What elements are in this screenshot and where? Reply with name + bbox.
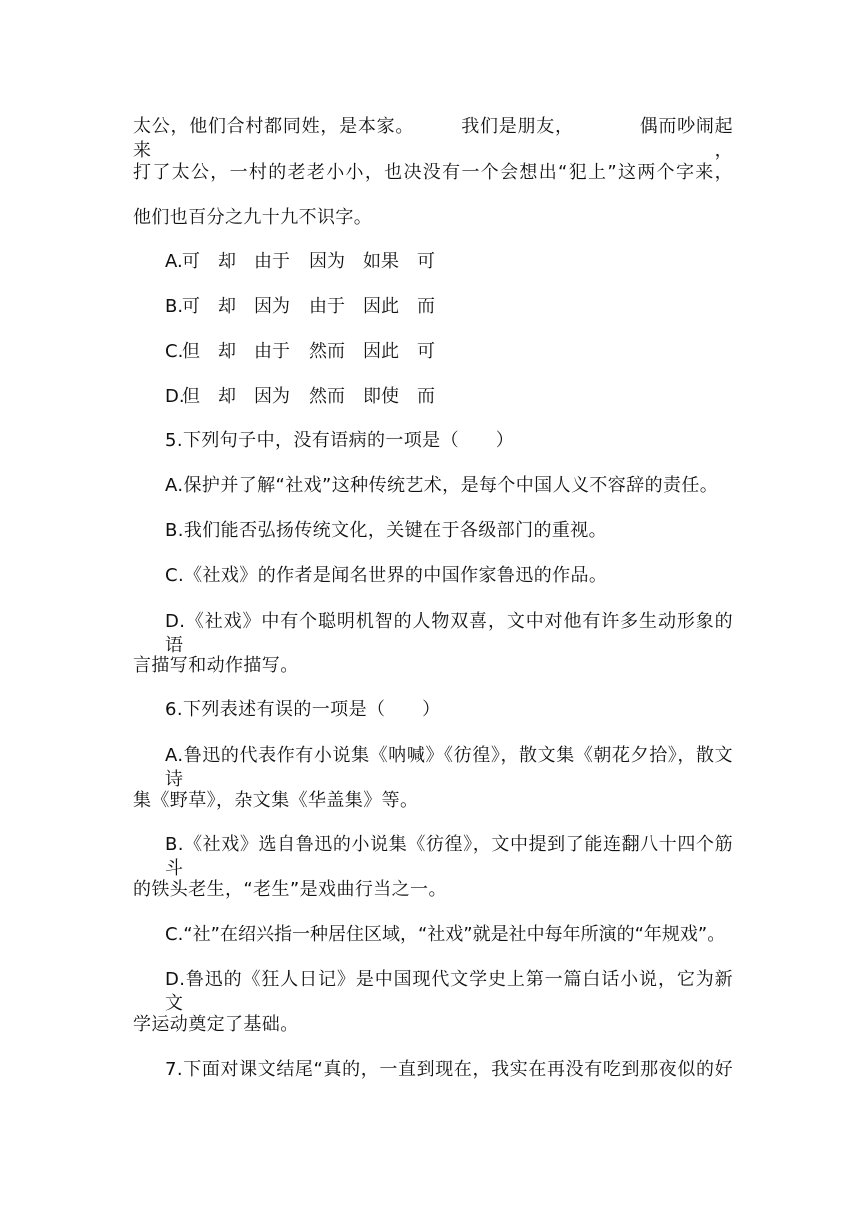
option-word: 可 xyxy=(182,296,200,317)
option-letter: A. xyxy=(165,251,183,272)
option-word: 如果 xyxy=(363,251,399,272)
q6-option-d-line-2: 学运动奠定了基础。 xyxy=(133,1014,299,1035)
option-word: 却 xyxy=(218,296,236,317)
q7-stem: 7.下面对课文结尾“真的，一直到现在，我实在再没有吃到那夜似的好 xyxy=(165,1059,733,1080)
passage-line-1: 太公，他们合村都同姓，是本家。 我们是朋友， 偶而吵闹起来， xyxy=(133,116,733,161)
option-word: 可 xyxy=(417,341,435,362)
q5-option-d-line-2: 言描写和动作描写。 xyxy=(133,655,299,676)
q6-option-b-line-2: 的铁头老生，“老生”是戏曲行当之一。 xyxy=(133,879,447,900)
q6-option-a-line-1: A.鲁迅的代表作有小说集《呐喊》《彷徨》，散文集《朝花夕拾》，散文诗 xyxy=(165,745,733,790)
option-word: 即使 xyxy=(363,386,399,407)
option-word: 因为 xyxy=(309,251,345,272)
option-word: 可 xyxy=(417,251,435,272)
passage-line-3: 他们也百分之九十九不识字。 xyxy=(133,207,373,228)
option-word: 却 xyxy=(218,341,236,362)
option-word: 却 xyxy=(218,251,236,272)
option-word: 但 xyxy=(182,386,200,407)
option-letter: C. xyxy=(165,341,184,362)
option-word: 然而 xyxy=(309,341,345,362)
q5-option-b: B.我们能否弘扬传统文化，关键在于各级部门的重视。 xyxy=(165,520,608,541)
option-word: 但 xyxy=(182,341,200,362)
option-letter: D. xyxy=(165,386,185,407)
option-word: 却 xyxy=(218,386,236,407)
q5-stem: 5.下列句子中，没有语病的一项是（ ） xyxy=(165,430,515,451)
q6-option-c: C.“社”在绍兴指一种居住区域，“社戏”就是社中每年所演的“年规戏”。 xyxy=(165,924,726,945)
option-word: 而 xyxy=(417,386,435,407)
q6-option-a-line-2: 集《野草》，杂文集《华盖集》等。 xyxy=(133,790,419,811)
option-word: 因为 xyxy=(254,296,290,317)
q5-option-d-line-1: D.《社戏》中有个聪明机智的人物双喜，文中对他有许多生动形象的语 xyxy=(165,611,733,656)
q6-stem: 6.下列表述有误的一项是（ ） xyxy=(165,699,441,720)
option-word: 因此 xyxy=(363,341,399,362)
option-word: 由于 xyxy=(309,296,345,317)
option-word: 由于 xyxy=(254,341,290,362)
option-word: 因此 xyxy=(363,296,399,317)
q6-option-b-line-1: B.《社戏》选自鲁迅的小说集《彷徨》，文中提到了能连翻八十四个筋斗 xyxy=(165,834,733,879)
passage-line-2: 打了太公，一村的老老小小，也决没有一个会想出“犯上”这两个字来， xyxy=(133,162,733,183)
q6-option-d-line-1: D.鲁迅的《狂人日记》是中国现代文学史上第一篇白话小说，它为新文 xyxy=(165,969,733,1014)
q5-option-c: C.《社戏》的作者是闻名世界的中国作家鲁迅的作品。 xyxy=(165,565,608,586)
option-word: 可 xyxy=(182,251,200,272)
option-word: 然而 xyxy=(309,386,345,407)
option-word: 由于 xyxy=(254,251,290,272)
option-word: 而 xyxy=(417,296,435,317)
option-word: 因为 xyxy=(254,386,290,407)
q5-option-a: A.保护并了解“社戏”这种传统艺术，是每个中国人义不容辞的责任。 xyxy=(165,475,719,496)
option-letter: B. xyxy=(165,296,184,317)
